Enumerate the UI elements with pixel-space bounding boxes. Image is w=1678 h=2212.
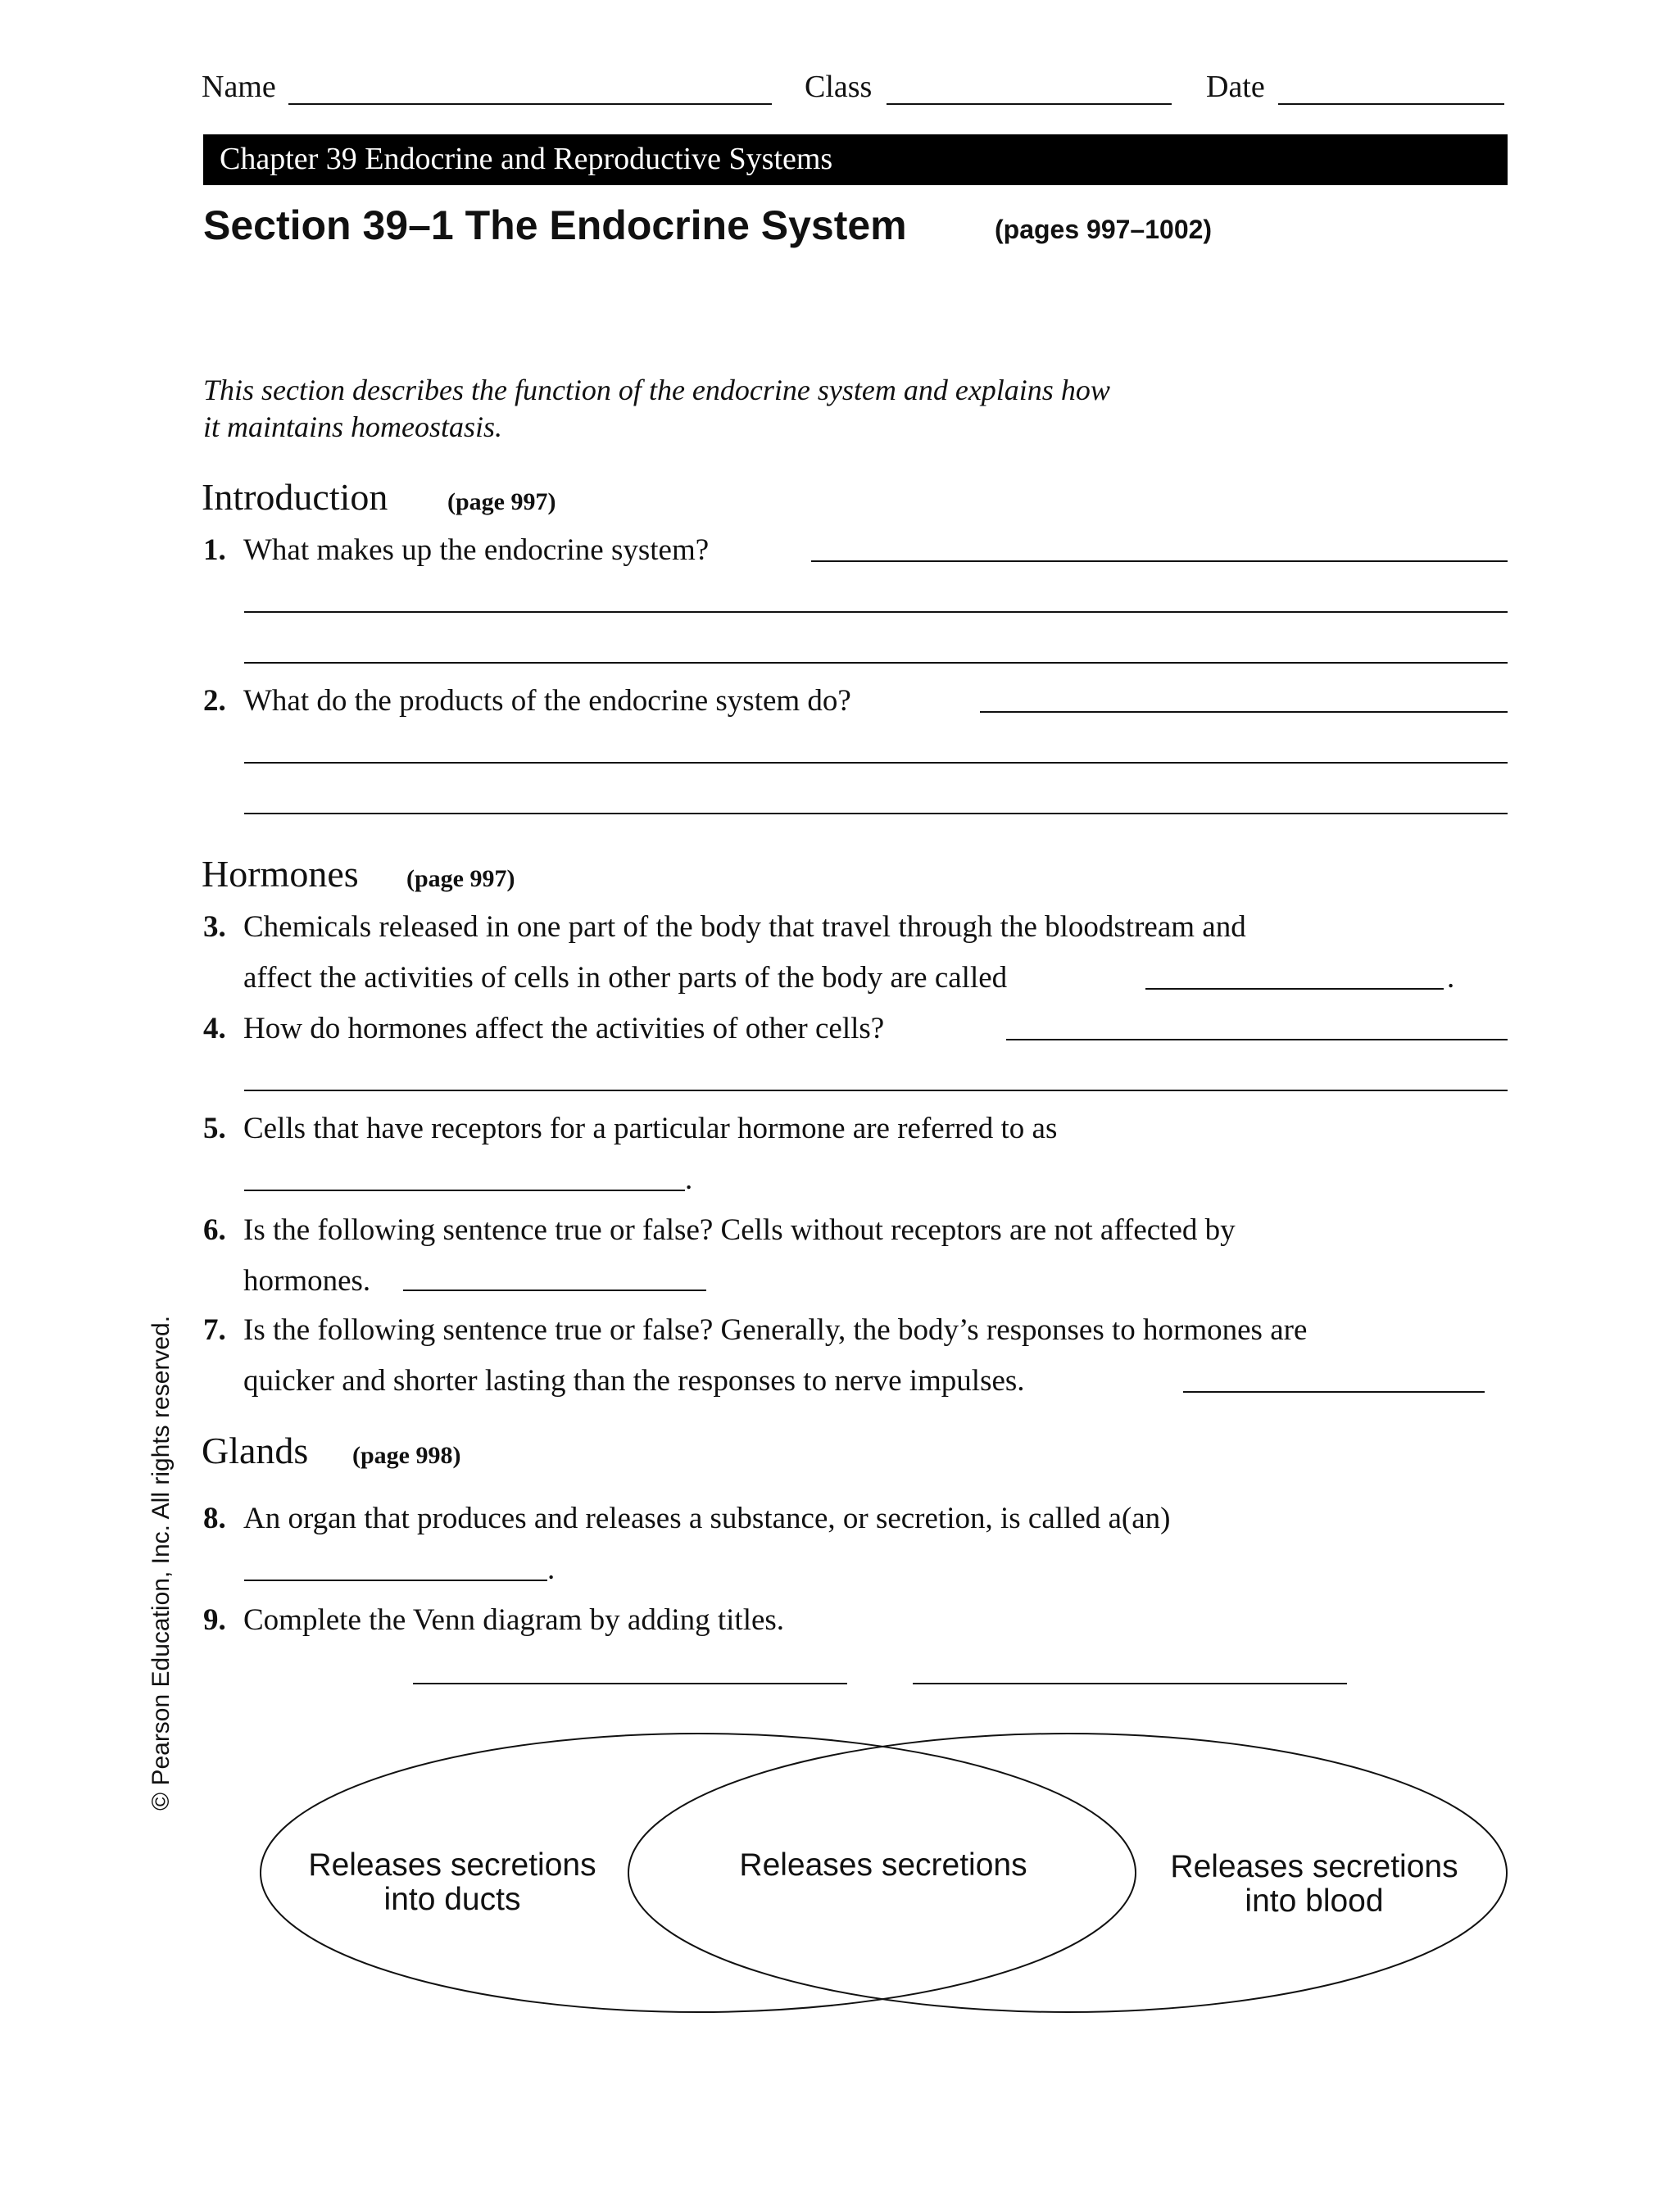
- q6-text-line-2: hormones.: [243, 1264, 371, 1298]
- heading-hormones-page: (page 997): [406, 865, 515, 892]
- q5-period: .: [685, 1163, 693, 1196]
- q7-text-line-2: quicker and shorter lasting than the responses to nerve impulses.: [243, 1364, 1025, 1398]
- q8-text: An organ that produces and releases a substance, or secretion, is called a(an): [243, 1502, 1171, 1535]
- venn-label-left: [288, 1848, 616, 1917]
- venn-label-right: [1150, 1850, 1478, 1919]
- venn-label-center: [719, 1848, 1047, 1883]
- q2-number: 2.: [203, 684, 226, 718]
- q5-number: 5.: [203, 1112, 226, 1145]
- q9-number: 9.: [203, 1603, 226, 1637]
- q4-number: 4.: [203, 1012, 226, 1045]
- heading-glands: Glands: [202, 1430, 309, 1471]
- q3-number: 3.: [203, 910, 226, 944]
- q9-text: Complete the Venn diagram by adding titles.: [243, 1603, 785, 1637]
- heading-introduction-page: (page 997): [447, 488, 556, 515]
- q8-period: .: [547, 1552, 556, 1586]
- class-label: Class: [805, 70, 873, 104]
- section-pages: (pages 997–1002): [995, 215, 1213, 244]
- venn-label-left-line-1: Releases secretions: [308, 1847, 596, 1883]
- venn-label-right-line-1: Releases secretions: [1170, 1849, 1458, 1884]
- name-label: Name: [202, 70, 276, 104]
- q4-text: How do hormones affect the activities of other cells?: [243, 1012, 885, 1045]
- q6-number: 6.: [203, 1213, 226, 1247]
- heading-introduction: Introduction: [202, 476, 388, 518]
- date-label: Date: [1206, 70, 1265, 104]
- section-title: Section 39–1 The Endocrine System: [203, 202, 907, 248]
- q2-text: What do the products of the endocrine system do?: [243, 684, 851, 718]
- intro-line-1: This section describes the function of the endocrine system and explains how: [203, 374, 1110, 406]
- intro-line-2: it maintains homeostasis.: [203, 410, 503, 443]
- venn-label-left-line-2: into ducts: [383, 1882, 521, 1917]
- q7-text-line-1: Is the following sentence true or false? Generally, the body’s responses to hormones are: [243, 1313, 1308, 1347]
- q1-text: What makes up the endocrine system?: [243, 533, 710, 567]
- copyright-notice: © Pearson Education, Inc. All rights reserved.: [147, 1315, 175, 1811]
- q3-period: .: [1447, 961, 1455, 995]
- venn-label-center-line-1: Releases secretions: [739, 1847, 1027, 1883]
- chapter-title: Chapter 39 Endocrine and Reproductive Systems: [220, 142, 833, 176]
- venn-label-right-line-2: into blood: [1245, 1883, 1384, 1919]
- heading-hormones: Hormones: [202, 853, 359, 895]
- q1-number: 1.: [203, 533, 226, 567]
- q5-text: Cells that have receptors for a particular hormone are referred to as: [243, 1112, 1058, 1145]
- q3-text-line-2: affect the activities of cells in other parts of the body are called: [243, 961, 1008, 995]
- q3-text-line-1: Chemicals released in one part of the body that travel through the bloodstream and: [243, 910, 1246, 944]
- q6-text-line-1: Is the following sentence true or false? Cells without receptors are not affected by: [243, 1213, 1236, 1247]
- q7-number: 7.: [203, 1313, 226, 1347]
- q8-number: 8.: [203, 1502, 226, 1535]
- heading-glands-page: (page 998): [352, 1442, 461, 1469]
